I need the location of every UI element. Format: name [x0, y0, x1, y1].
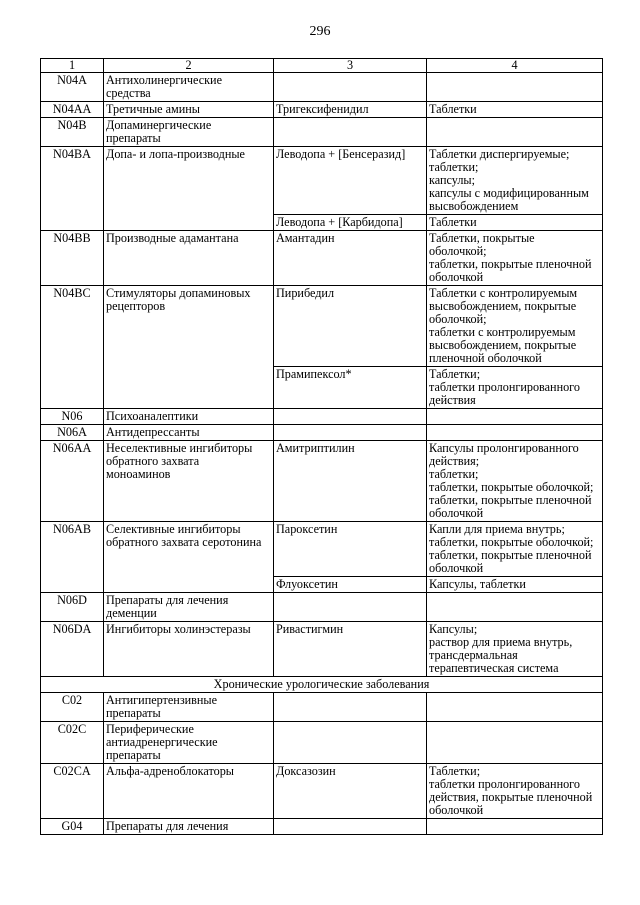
column-header: 2 — [104, 59, 274, 73]
atc-code: N06 — [41, 409, 104, 425]
atc-code: N06A — [41, 425, 104, 441]
drug-name — [274, 722, 427, 764]
dosage-form: Таблетки; таблетки пролонгированного действия, покрытые пленочной оболочкой — [427, 764, 603, 819]
group-name: Стимуляторы допаминовых рецепторов — [104, 286, 274, 409]
table-row — [41, 286, 603, 367]
table-row — [41, 409, 603, 425]
group-name: Препараты для лечения — [104, 819, 274, 835]
group-name: Ингибиторы холинэстеразы — [104, 622, 274, 677]
section-heading: Хронические урологические заболевания — [41, 677, 603, 693]
drug-name: Пароксетин — [274, 522, 427, 577]
atc-code: C02C — [41, 722, 104, 764]
medicines-table — [40, 58, 603, 835]
page-number: 296 — [309, 24, 331, 39]
group-name: Альфа-адреноблокаторы — [104, 764, 274, 819]
atc-code: N06AB — [41, 522, 104, 593]
group-name: Антихолинергические средства — [104, 73, 274, 102]
drug-name — [274, 819, 427, 835]
table-row — [41, 693, 603, 722]
group-name: Допаминергические препараты — [104, 118, 274, 147]
column-header: 3 — [274, 59, 427, 73]
group-name: Антигипертензивные препараты — [104, 693, 274, 722]
drug-name: Пирибедил — [274, 286, 427, 367]
drug-name — [274, 73, 427, 102]
dosage-form — [427, 409, 603, 425]
dosage-form: Таблетки — [427, 215, 603, 231]
table-header-row — [41, 59, 603, 73]
dosage-form: Таблетки; таблетки пролонгированного действия — [427, 367, 603, 409]
table-row — [41, 118, 603, 147]
section-row — [41, 677, 603, 693]
dosage-form — [427, 118, 603, 147]
dosage-form — [427, 593, 603, 622]
atc-code: N04A — [41, 73, 104, 102]
drug-name: Флуоксетин — [274, 577, 427, 593]
drug-name — [274, 409, 427, 425]
table-row — [41, 622, 603, 677]
group-name: Психоаналептики — [104, 409, 274, 425]
atc-code: N04BA — [41, 147, 104, 231]
atc-code: N04B — [41, 118, 104, 147]
column-header: 1 — [41, 59, 104, 73]
atc-code: N06D — [41, 593, 104, 622]
table-row — [41, 231, 603, 286]
atc-code: N06AA — [41, 441, 104, 522]
drug-name — [274, 593, 427, 622]
atc-code: N04AA — [41, 102, 104, 118]
table-row — [41, 593, 603, 622]
dosage-form: Капсулы, таблетки — [427, 577, 603, 593]
group-name: Антидепрессанты — [104, 425, 274, 441]
dosage-form: Капсулы пролонгированного действия; таблетки; таблетки, покрытые оболочкой; таблетки, покрытые пленочной оболочкой — [427, 441, 603, 522]
group-name: Препараты для лечения деменции — [104, 593, 274, 622]
group-name: Производные адамантана — [104, 231, 274, 286]
drug-name — [274, 425, 427, 441]
table-row — [41, 425, 603, 441]
dosage-form — [427, 73, 603, 102]
table-row — [41, 722, 603, 764]
dosage-form: Таблетки с контролируемым высвобождением, покрытые оболочкой; таблетки с контролируемым высвобождением, покрытые пленочной оболочкой — [427, 286, 603, 367]
drug-name: Леводопа + [Карбидопа] — [274, 215, 427, 231]
atc-code: N06DA — [41, 622, 104, 677]
table-row — [41, 147, 603, 215]
drug-name: Леводопа + [Бенсеразид] — [274, 147, 427, 215]
atc-code: G04 — [41, 819, 104, 835]
atc-code: C02 — [41, 693, 104, 722]
dosage-form: Капли для приема внутрь; таблетки, покрытые оболочкой; таблетки, покрытые пленочной оболочкой — [427, 522, 603, 577]
group-name: Допа- и лопа-производные — [104, 147, 274, 231]
table-row — [41, 522, 603, 577]
atc-code: N04BC — [41, 286, 104, 409]
atc-code: C02CA — [41, 764, 104, 819]
dosage-form — [427, 722, 603, 764]
table-row — [41, 819, 603, 835]
drug-name: Доксазозин — [274, 764, 427, 819]
drug-name — [274, 693, 427, 722]
group-name: Неселективные ингибиторы обратного захвата моноаминов — [104, 441, 274, 522]
dosage-form — [427, 819, 603, 835]
column-header: 4 — [427, 59, 603, 73]
table-row — [41, 764, 603, 819]
drug-name — [274, 118, 427, 147]
table-row — [41, 441, 603, 522]
drug-name: Прамипексол* — [274, 367, 427, 409]
dosage-form — [427, 693, 603, 722]
group-name: Селективные ингибиторы обратного захвата серотонина — [104, 522, 274, 593]
drug-name: Амантадин — [274, 231, 427, 286]
drug-name: Тригексифенидил — [274, 102, 427, 118]
dosage-form: Капсулы; раствор для приема внутрь, трансдермальная терапевтическая система — [427, 622, 603, 677]
dosage-form — [427, 425, 603, 441]
group-name: Третичные амины — [104, 102, 274, 118]
atc-code: N04BB — [41, 231, 104, 286]
dosage-form: Таблетки, покрытые оболочкой; таблетки, покрытые пленочной оболочкой — [427, 231, 603, 286]
drug-name: Ривастигмин — [274, 622, 427, 677]
table-row — [41, 73, 603, 102]
drug-name: Амитриптилин — [274, 441, 427, 522]
group-name: Периферические антиадренергические препараты — [104, 722, 274, 764]
dosage-form: Таблетки — [427, 102, 603, 118]
table-row — [41, 102, 603, 118]
dosage-form: Таблетки диспергируемые; таблетки; капсулы; капсулы с модифицированным высвобождением — [427, 147, 603, 215]
